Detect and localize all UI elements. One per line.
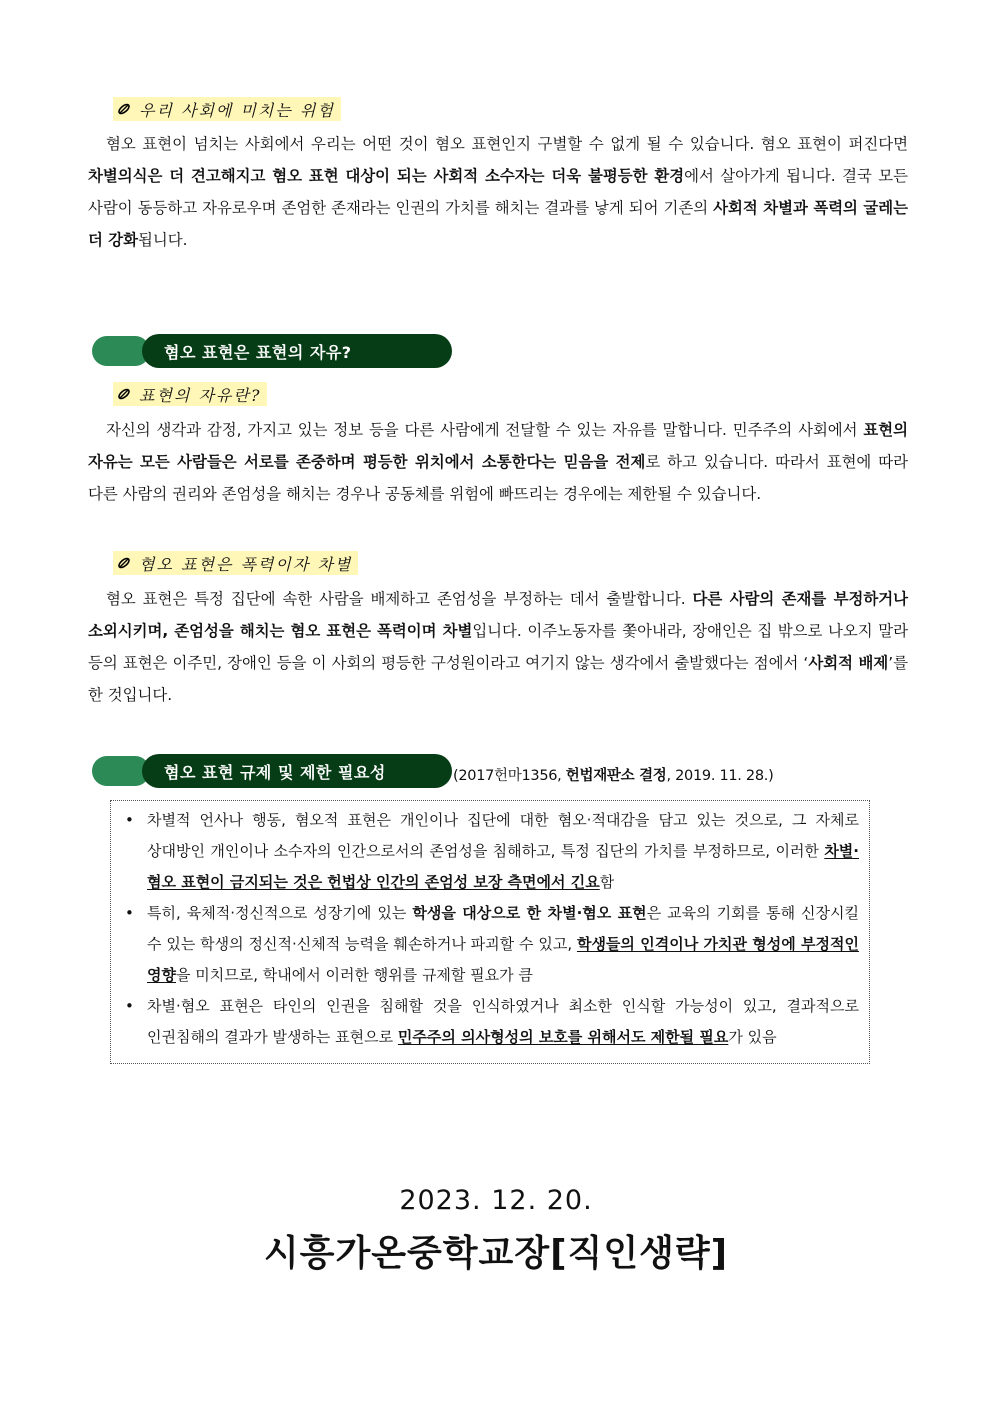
section-title-freedom: 혐오 표현은 표현의 자유? <box>142 334 452 368</box>
list-item <box>119 898 859 991</box>
court-decision-note <box>453 764 773 785</box>
text-run: 차별·혐오 표현은 타인의 인권을 침해할 것을 인식하였거나 최소한 인식할 가능성이 있고, 결과적으로 인권침해의 결과가 발생하는 표현으로 <box>147 997 859 1046</box>
bold-run: 차별의식은 더 견고해지고 혐오 표현 대상이 되는 사회적 소수자는 더욱 불평등한 환경 <box>88 167 685 185</box>
pencil-icon <box>117 102 131 116</box>
subheading-violence <box>113 551 358 575</box>
underlined-bold-run: 차별·혐오 표현이 금지되는 것은 헌법상 인간의 존엄성 보장 측면에서 긴요 <box>147 842 859 891</box>
text-run: 혐오 표현이 넘치는 사회에서 우리는 어떤 것이 혐오 표현인지 구별할 수 없게 될 수 있습니다. 혐오 표현이 퍼진다면 <box>106 135 908 153</box>
text-run: 됩니다. <box>137 231 188 249</box>
text-run: 함 <box>599 873 615 891</box>
bold-run: 사회적 배제 <box>808 654 889 672</box>
text-run: 특히, 육체적·정신적으로 성장기에 있는 <box>147 904 413 922</box>
pencil-icon <box>117 556 131 570</box>
bold-run: 사회적 차별과 폭력의 굴레는 더 강화 <box>88 199 909 249</box>
underlined-bold-run: 학생들의 인격이나 가치관 형성에 부정적인 영향 <box>147 935 859 984</box>
issue-date: 2023. 12. 20. <box>399 1185 593 1216</box>
underlined-bold-run: 민주주의 의사형성의 보호를 위해서도 제한될 필요 <box>397 1028 729 1046</box>
issuer-signature: 시흥가온중학교장[직인생략] <box>263 1233 729 1274</box>
bold-run: 표현의 자유는 모든 사람들은 서로를 존중하며 평등한 위치에서 소통한다는 믿음을 전제 <box>88 421 908 471</box>
subheading-freedom-text: 표현의 자유란? <box>139 385 262 405</box>
note-text: , 2019. 11. 28.) <box>666 768 774 784</box>
list-item <box>119 805 859 898</box>
paragraph-risk <box>88 128 908 256</box>
bold-run: 다른 사람의 존재를 부정하거나 소외시키며, 존엄성을 해치는 혐오 표현은 폭력이며 차별 <box>88 590 908 640</box>
bold-run: 학생을 대상으로 한 차별·혐오 표현 <box>412 904 647 922</box>
note-text: (2017헌마1356, <box>453 768 566 784</box>
paragraph-freedom <box>88 414 908 510</box>
subheading-risk-text: 우리 사회에 미치는 위험 <box>139 100 335 120</box>
text-run: ’를 한 것입니다. <box>88 654 909 704</box>
subheading-violence-text: 혐오 표현은 폭력이자 차별 <box>139 554 353 574</box>
subheading-risk <box>113 97 341 121</box>
text-run: 로 하고 있습니다. 따라서 표현에 따라 다른 사람의 권리와 존엄성을 해치는 경우나 공동체를 위험에 빠뜨리는 경우에는 제한될 수 있습니다. <box>88 453 908 503</box>
paragraph-violence <box>88 583 908 711</box>
text-run: 혐오 표현은 특정 집단에 속한 사람을 배제하고 존엄성을 부정하는 데서 출발합니다. <box>106 590 693 608</box>
text-run: 입니다. 이주노동자를 쫓아내라, 장애인은 집 밖으로 나오지 말라 등의 표현은 이주민, 장애인 등을 이 사회의 평등한 구성원이라고 여기지 않는 생각에서 출발했다는 점에서 ‘ <box>88 622 908 672</box>
pencil-icon <box>117 387 131 401</box>
note-bold: 헌법재판소 결정 <box>565 768 667 784</box>
text-run: 자신의 생각과 감정, 가지고 있는 정보 등을 다른 사람에게 전달할 수 있는 자유를 말합니다. 민주주의 사회에서 <box>106 421 864 439</box>
section-title-regulation: 혐오 표현 규제 및 제한 필요성 <box>142 754 452 788</box>
subheading-freedom <box>113 382 267 406</box>
text-run: 에서 살아가게 됩니다. 결국 모든 사람이 동등하고 자유로우며 존엄한 존재라는 인권의 가치를 해치는 결과를 낳게 되어 기존의 <box>88 167 908 217</box>
text-run: 가 있음 <box>728 1028 777 1046</box>
list-item <box>119 991 859 1053</box>
regulation-list <box>119 805 859 1053</box>
text-run: 을 미치므로, 학내에서 이러한 행위를 규제할 필요가 큼 <box>175 966 533 984</box>
text-run: 차별적 언사나 행동, 혐오적 표현은 개인이나 집단에 대한 혐오·적대감을 담고 있는 것으로, 그 자체로 상대방인 개인이나 소수자의 인간으로서의 존엄성을 침해하고, 특정 집단의 가치를 부정하므로, 이러한 <box>147 811 859 860</box>
text-run: 은 교육의 기회를 통해 신장시킬 수 있는 학생의 정신적·신체적 능력을 훼손하거나 파괴할 수 있고, <box>147 904 860 953</box>
regulation-box <box>110 800 870 1064</box>
